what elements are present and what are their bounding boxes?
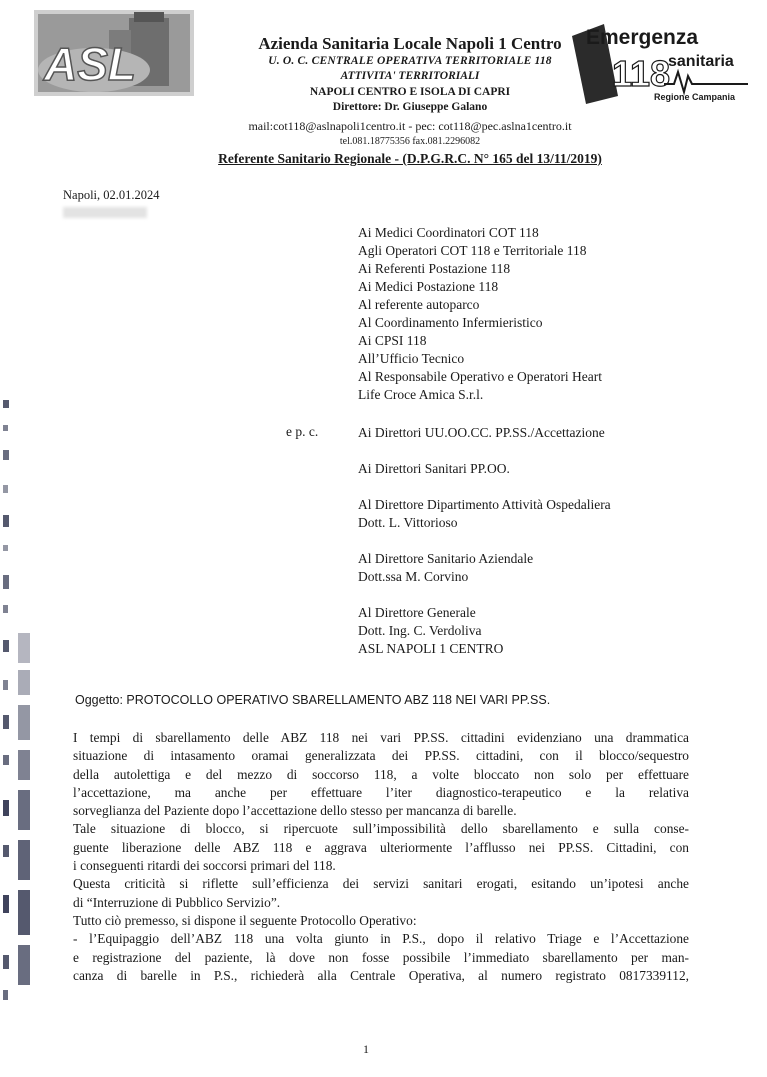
cc-recipient-line: Al Direttore Generale	[358, 605, 476, 620]
napoli-centro-line: NAPOLI CENTRO E ISOLA DI CAPRI	[309, 86, 511, 98]
body-line: Questa criticità si riflette sull’efficienza dei servizi sanitari erogati, esitando un’ipotesi anche	[73, 876, 689, 892]
body-line: sorveglianza del Paziente dopo l’accettazione dello stesso per mancanza di barelle.	[73, 803, 517, 819]
regione-text: Regione Campania	[654, 92, 736, 102]
asl-logo-text: ASL	[44, 38, 136, 90]
letter-date: Napoli, 02.01.2024	[63, 188, 160, 202]
cc-recipient-line: Al Direttore Sanitario Aziendale	[358, 551, 534, 566]
recipient-line: Al Responsabile Operativo e Operatori Heart	[358, 369, 603, 384]
cc-recipient-line: Ai Direttori UU.OO.CC. PP.SS./Accettazione	[358, 425, 605, 440]
cc-recipient-line: Dott. L. Vittorioso	[358, 515, 458, 530]
recipient-line: Ai Medici Postazione 118	[358, 279, 499, 294]
cc-recipient-line: Dott. Ing. C. Verdoliva	[358, 623, 482, 638]
body-line: e registrazione del paziente, là dove non fosse possibile l’immediato sbarellamento per man-	[73, 949, 689, 965]
body-line: Tutto ciò premesso, si dispone il seguente Protocollo Operativo:	[73, 912, 417, 928]
margin-scan-marks	[0, 395, 36, 1015]
body-line: i conseguenti ritardi dei soccorsi primari del 118.	[73, 858, 336, 874]
body-line: di “Interruzione di Pubblico Servizio”.	[73, 894, 281, 910]
recipient-line: Ai CPSI 118	[358, 333, 427, 348]
org-name: Azienda Sanitaria Locale Napoli 1 Centro	[258, 34, 562, 53]
body-line: guente liberazione delle ABZ 118 e aggrava ulteriormente l’afflusso nei PP.SS. Cittadini, con	[73, 839, 689, 855]
cc-recipient-line: Al Direttore Dipartimento Attività Ospedaliera	[358, 497, 611, 512]
body-line: I tempi di sbarellamento delle ABZ 118 nei vari PP.SS. cittadini evidenziano una drammatica	[73, 730, 689, 745]
recipient-line: Life Croce Amica S.r.l.	[358, 387, 484, 402]
recipient-line: Al referente autoparco	[358, 297, 480, 312]
body-line: Tale situazione di blocco, si ripercuote sull’impossibilità dello sbarellamento e sulla conse-	[73, 821, 689, 837]
body-line: l’accettazione, ma anche per effettuare l’iter diagnostico-terapeutico e la relativa	[73, 784, 689, 800]
page-number: 1	[363, 1042, 369, 1056]
emergenza-text: Emergenza	[586, 26, 699, 49]
body-line: della autolettiga e del mezzo di soccorso 118, a volte bloccato non solo per effettuare	[73, 766, 689, 782]
recipient-line: Agli Operatori COT 118 e Territoriale 118	[358, 243, 587, 258]
body-line: situazione di intasamento oramai generalizzata dei PP.SS. cittadini, con il blocco/sequestro	[73, 748, 689, 764]
letter-body	[73, 729, 689, 985]
cc-recipient-line: Dott.ssa M. Corvino	[358, 569, 469, 584]
telfax-line: tel.081.18775356 fax.081.2296082	[339, 136, 481, 147]
subject-line: Oggetto: PROTOCOLLO OPERATIVO SBARELLAMENTO ABZ 118 NEI VARI PP.SS.	[75, 693, 551, 707]
logo-118-text: 118	[612, 53, 671, 94]
director-line: Direttore: Dr. Giuseppe Galano	[332, 101, 488, 113]
sanitaria-text: sanitaria	[668, 53, 734, 70]
recipient-line: All’Ufficio Tecnico	[358, 351, 465, 366]
referente-line: Referente Sanitario Regionale - (D.P.G.R.C. N° 165 del 13/11/2019)	[218, 151, 602, 166]
contacts-line: mail:cot118@aslnapoli1centro.it - pec: cot118@pec.aslna1centro.it	[248, 119, 572, 133]
redacted-reference	[63, 207, 147, 218]
body-line: canza di barelle in P.S., richiederà alla Centrale Operativa, al numero registrato 0817339112,	[73, 967, 689, 983]
epc-label: e p. c.	[286, 424, 319, 439]
attivita-line: ATTIVITA' TERRITORIALI	[340, 70, 480, 82]
cc-recipient-line: Ai Direttori Sanitari PP.OO.	[358, 461, 510, 476]
recipient-line: Ai Referenti Postazione 118	[358, 261, 511, 276]
cc-recipient-line: ASL NAPOLI 1 CENTRO	[358, 641, 504, 656]
uoc-line: U. O. C. CENTRALE OPERATIVA TERRITORIALE 118	[268, 55, 552, 67]
recipient-line: Al Coordinamento Infermieristico	[358, 315, 543, 330]
recipient-line: Ai Medici Coordinatori COT 118	[358, 225, 539, 240]
body-line: - l’Equipaggio dell’ABZ 118 una volta giunto in P.S., dopo il relativo Triage e l’Accettazione	[73, 931, 689, 947]
